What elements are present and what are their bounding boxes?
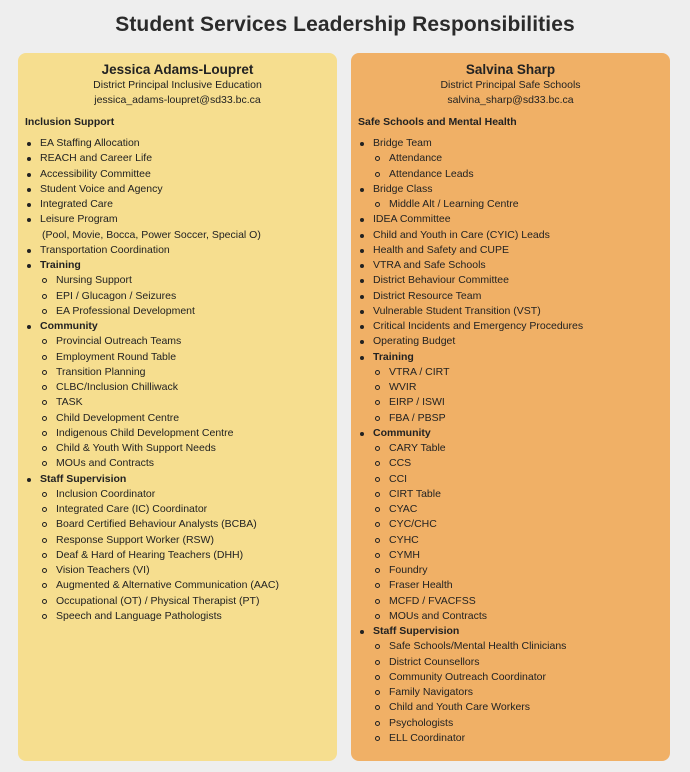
list-item: VTRA and Safe Schools [358, 258, 663, 273]
sub-item: Transition Planning [40, 365, 330, 380]
sub-item: Occupational (OT) / Physical Therapist (PT) [40, 594, 330, 609]
leader-name: Salvina Sharp [465, 62, 556, 77]
list-item: Health and Safety and CUPE [358, 243, 663, 258]
group-title: Training [373, 350, 414, 363]
sub-item: Vision Teachers (VI) [40, 563, 330, 578]
list-item: Operating Budget [358, 334, 663, 349]
sub-item: Board Certified Behaviour Analysts (BCBA) [40, 517, 330, 532]
leader-card-salvina [351, 53, 670, 761]
sub-item: Augmented & Alternative Communication (AAC) [40, 578, 330, 593]
sub-item: CCS [373, 456, 663, 471]
list-item: REACH and Career Life [25, 151, 330, 166]
sub-item: EIRP / ISWI [373, 395, 663, 410]
leader-email: jessica_adams-loupret@sd33.bc.ca [94, 94, 261, 106]
list-item: Student Voice and Agency [25, 182, 330, 197]
group-title: Bridge Class [373, 182, 433, 195]
sub-item: CARY Table [373, 441, 663, 456]
sub-item: CYHC [373, 533, 663, 548]
list-item: Vulnerable Student Transition (VST) [358, 304, 663, 319]
leisure-note: (Pool, Movie, Bocca, Power Soccer, Special O) [42, 228, 261, 241]
sub-item: Psychologists [373, 716, 663, 731]
sub-item: MOUs and Contracts [40, 456, 330, 471]
list-item: District Resource Team [358, 289, 663, 304]
list-item: Integrated Care [25, 197, 330, 212]
sub-item: VTRA / CIRT [373, 365, 663, 380]
sub-item: Provincial Outreach Teams [40, 334, 330, 349]
sub-item: TASK [40, 395, 330, 410]
group-staff-supervision [25, 472, 330, 625]
section-title: Inclusion Support [25, 116, 115, 128]
sub-item: CIRT Table [373, 487, 663, 502]
responsibility-list [25, 136, 330, 624]
sub-item: Safe Schools/Mental Health Clinicians [373, 639, 663, 654]
leader-name: Jessica Adams-Loupret [101, 62, 254, 77]
sub-item: Indigenous Child Development Centre [40, 426, 330, 441]
list-item: IDEA Committee [358, 212, 663, 227]
sub-item: WVIR [373, 380, 663, 395]
sub-item: FBA / PBSP [373, 411, 663, 426]
list-item-label: Leisure Program [40, 213, 118, 226]
list-item: Accessibility Committee [25, 167, 330, 182]
sub-item: Integrated Care (IC) Coordinator [40, 502, 330, 517]
sub-item: CYAC [373, 502, 663, 517]
group-training [25, 258, 330, 319]
group-title: Community [373, 426, 431, 439]
sub-item: Inclusion Coordinator [40, 487, 330, 502]
sub-item: Family Navigators [373, 685, 663, 700]
group-title: Staff Supervision [40, 472, 127, 485]
sub-item: Attendance [373, 151, 663, 166]
list-item: District Behaviour Committee [358, 273, 663, 288]
sub-item: Child & Youth With Support Needs [40, 441, 330, 456]
sub-item: MOUs and Contracts [373, 609, 663, 624]
list-item: Transportation Coordination [25, 243, 330, 258]
sub-item: CYC/CHC [373, 517, 663, 532]
sub-item: District Counsellors [373, 655, 663, 670]
group-title: Community [40, 320, 98, 332]
sub-item: Response Support Worker (RSW) [40, 533, 330, 548]
sub-item: Nursing Support [40, 273, 330, 288]
sub-item: EA Professional Development [40, 304, 330, 319]
sub-item: Attendance Leads [373, 167, 663, 182]
group-bridge-team [358, 136, 663, 182]
group-title: Staff Supervision [373, 625, 460, 637]
list-item: EA Staffing Allocation [25, 136, 330, 151]
sub-item: Community Outreach Coordinator [373, 670, 663, 685]
group-bridge-class [358, 182, 663, 213]
section-title: Safe Schools and Mental Health [358, 116, 517, 128]
group-community [358, 426, 663, 624]
group-staff-supervision [358, 624, 663, 746]
leader-role: District Principal Inclusive Education [93, 79, 262, 91]
sub-item: Middle Alt / Learning Centre [373, 197, 663, 212]
sub-item: CLBC/Inclusion Chilliwack [40, 380, 330, 395]
sub-item: Speech and Language Pathologists [40, 609, 330, 624]
sub-item: MCFD / FVACFSS [373, 594, 663, 609]
leader-email: salvina_sharp@sd33.bc.ca [447, 94, 574, 106]
sub-item: CYMH [373, 548, 663, 563]
group-community [25, 319, 330, 472]
sub-item: Fraser Health [373, 578, 663, 593]
sub-item: Child and Youth Care Workers [373, 700, 663, 715]
sub-item: EPI / Glucagon / Seizures [40, 289, 330, 304]
responsibility-list [358, 136, 663, 746]
leader-card-jessica [18, 53, 337, 761]
sub-item: Child Development Centre [40, 411, 330, 426]
sub-item: Foundry [373, 563, 663, 578]
leader-role: District Principal Safe Schools [440, 79, 581, 91]
page-title: Student Services Leadership Responsibilities [115, 13, 575, 36]
list-item-leisure [25, 212, 330, 243]
sub-item: Deaf & Hard of Hearing Teachers (DHH) [40, 548, 330, 563]
list-item: Critical Incidents and Emergency Procedures [358, 319, 663, 334]
sub-item: ELL Coordinator [373, 731, 663, 746]
sub-item: Employment Round Table [40, 350, 330, 365]
group-title: Bridge Team [373, 137, 432, 149]
group-title: Training [40, 259, 81, 271]
sub-item: CCI [373, 472, 663, 487]
list-item: Child and Youth in Care (CYIC) Leads [358, 228, 663, 243]
group-training [358, 350, 663, 426]
